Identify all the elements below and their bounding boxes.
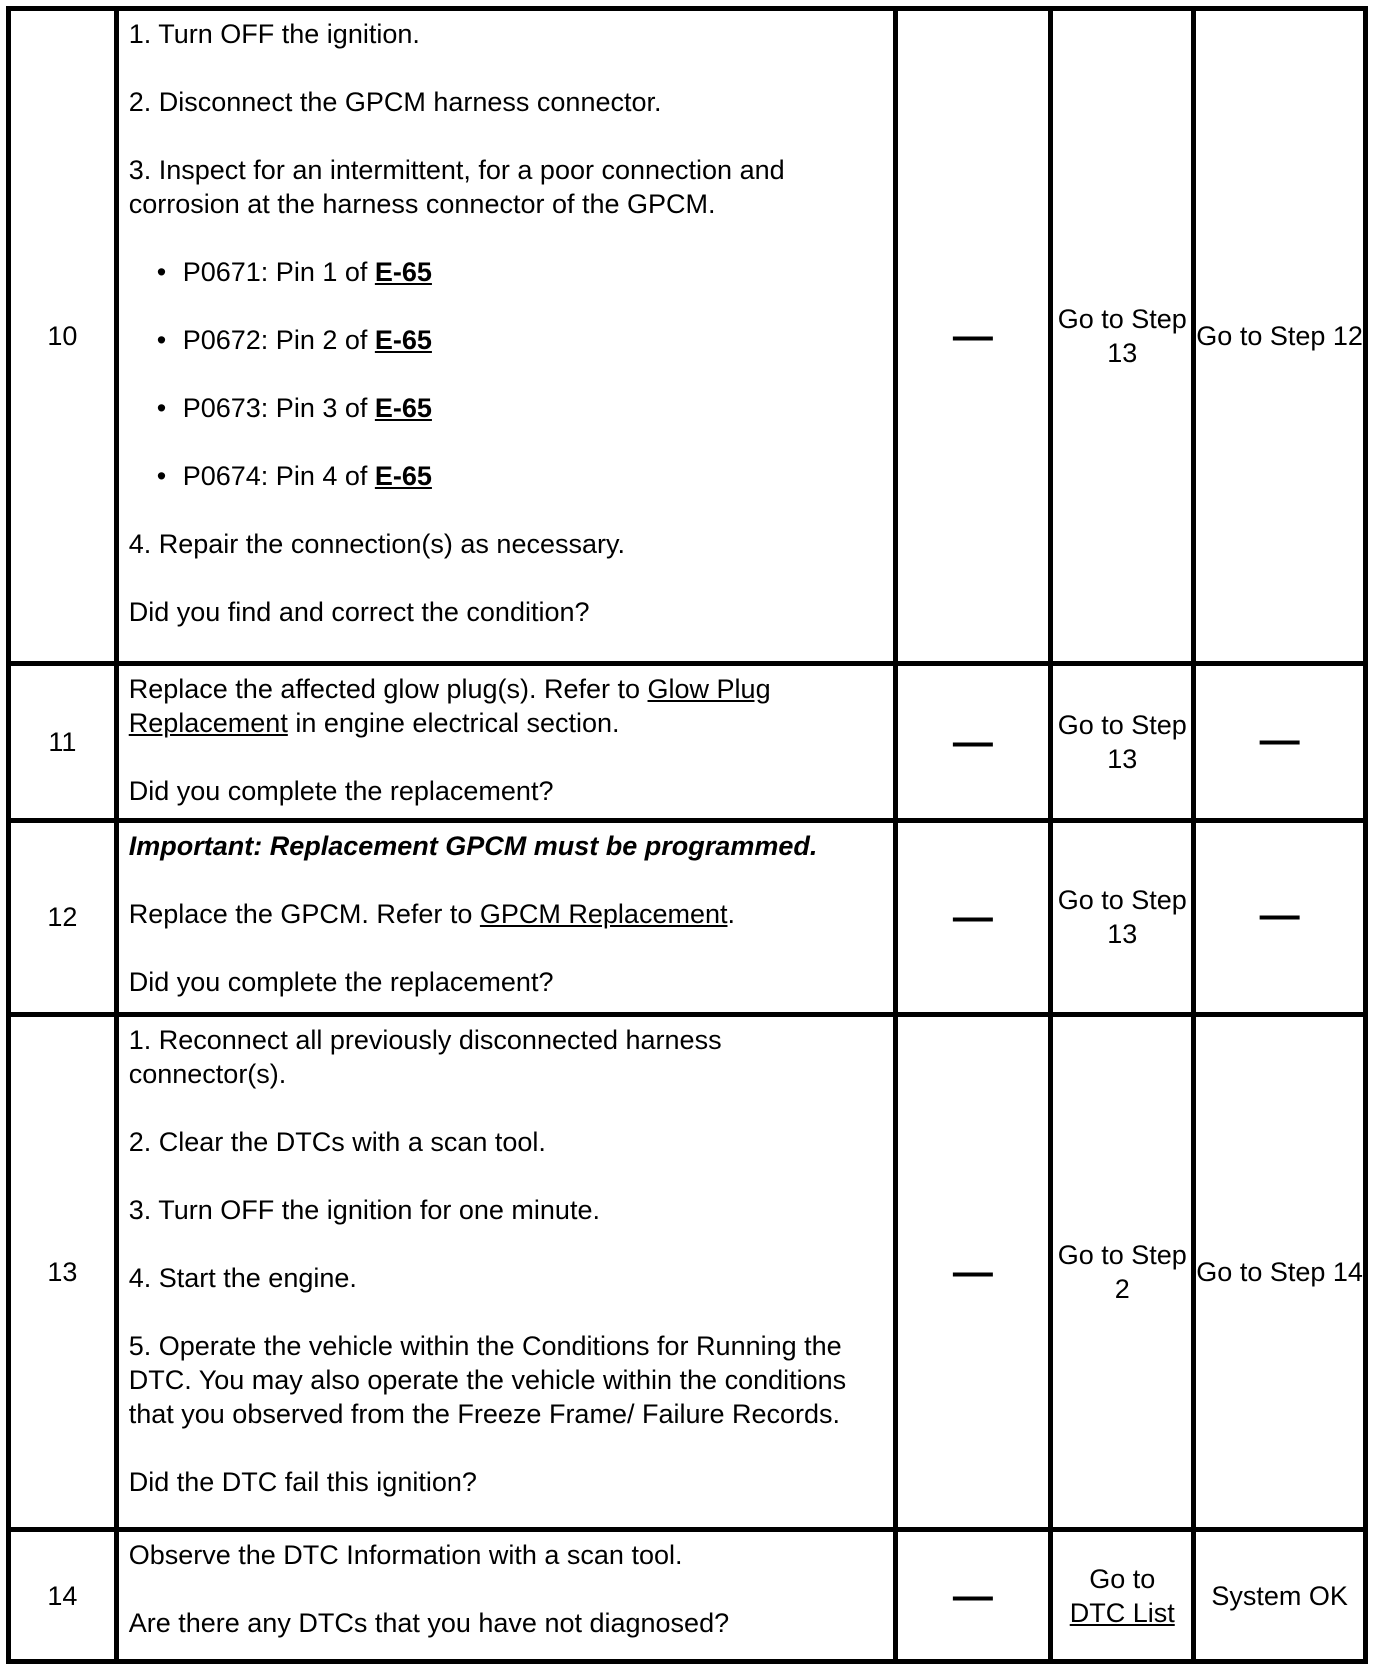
step-number: 14 [9,1530,117,1662]
list-item [157,391,883,425]
list-item [157,459,883,493]
step-number: 13 [9,1014,117,1530]
no-action: Go to Step 12 [1194,9,1366,664]
action-text: 1. Turn OFF the ignition. [128,19,420,49]
step-action [116,9,895,664]
connector-link[interactable]: E-65 [374,257,432,287]
action-question: Did the DTC fail this ignition? [128,1466,477,1497]
yes-action: Go to Step 13 [1051,9,1194,664]
step-action [116,1530,895,1662]
dash-value: — [952,1249,993,1294]
action-question: Are there any DTCs that you have not diagnosed? [128,1608,730,1639]
action-question: Did you find and correct the condition? [128,597,590,627]
action-text: 1. Reconnect all previously disconnected harness connector(s). [128,1024,722,1089]
bullet-icon: • [156,461,167,491]
bullet-icon: • [156,393,167,423]
spacer [157,357,883,391]
table-row [9,663,1366,821]
pin-text: P0673: Pin 3 of [182,393,375,423]
table-row [9,1014,1366,1530]
step-value [895,1014,1051,1530]
no-action: Go to Step 14 [1194,1014,1366,1530]
important-note: Important: Replacement GPCM must be programmed. [128,831,818,862]
action-text: Observe the DTC Information with a scan tool. [128,1540,683,1571]
action-text: 4. Start the engine. [128,1262,357,1293]
bullet-icon: • [156,257,167,287]
dash-value: — [1259,893,1300,938]
table-row [9,9,1366,664]
step-action [116,1014,895,1530]
action-text: 4. Repair the connection(s) as necessary. [128,529,625,559]
yes-action: Go to Step 13 [1051,663,1194,821]
gpcm-replacement-link[interactable]: GPCM Replacement [479,899,728,930]
bullet-icon: • [156,325,167,355]
step-value [895,1530,1051,1662]
action-text: 2. Clear the DTCs with a scan tool. [128,1126,546,1157]
step-number: 10 [9,9,117,664]
pin-text: P0672: Pin 2 of [182,325,375,355]
dash-value: — [1259,718,1300,763]
action-text: 3. Turn OFF the ignition for one minute. [128,1194,600,1225]
action-text [129,897,883,931]
spacer [157,425,883,459]
dash-value: — [952,895,993,940]
no-action [1194,663,1366,821]
yes-action [1051,1530,1194,1662]
step-action [116,821,895,1014]
pin-text: P0671: Pin 1 of [182,257,375,287]
step-number: 11 [9,663,117,821]
yes-text: Go to [1089,1563,1156,1594]
dash-value: — [952,720,993,765]
dash-value: — [952,1573,993,1618]
text-run: Replace the GPCM. Refer to [128,899,480,930]
connector-link[interactable]: E-65 [374,325,432,355]
action-text [129,672,883,740]
text-run: in engine electrical section. [287,707,620,738]
step-value [895,821,1051,1014]
no-action: System OK [1194,1530,1366,1662]
glow-plug-replacement-link[interactable]: Glow Plug Replacement [128,673,771,738]
dtc-list-link[interactable]: DTC List [1069,1597,1175,1628]
spacer [157,289,883,323]
step-number: 12 [9,821,117,1014]
step-value [895,663,1051,821]
yes-action: Go to Step 13 [1051,821,1194,1014]
list-item [157,323,883,357]
no-action [1194,821,1366,1014]
pin-list [129,255,883,493]
action-text: 3. Inspect for an intermittent, for a poor connection and corrosion at the harness connector of the GPCM. [128,155,785,219]
diagnostic-steps-table [6,6,1368,1664]
table-row [9,821,1366,1014]
step-action [116,663,895,821]
table-row [9,1530,1366,1662]
action-text: 2. Disconnect the GPCM harness connector. [128,87,662,117]
action-text: 5. Operate the vehicle within the Conditions for Running the DTC. You may also operate the vehicle within the conditions that you observed from the Freeze Frame/ Failure Records. [128,1330,847,1429]
step-value [895,9,1051,664]
action-question: Did you complete the replacement? [128,967,554,998]
text-run: Replace the affected glow plug(s). Refer to [128,673,648,704]
connector-link[interactable]: E-65 [374,393,432,423]
yes-action: Go to Step 2 [1051,1014,1194,1530]
text-run: . [727,899,735,930]
action-question: Did you complete the replacement? [128,775,554,806]
list-item [157,255,883,289]
pin-text: P0674: Pin 4 of [182,461,375,491]
dash-value: — [952,313,993,358]
connector-link[interactable]: E-65 [374,461,432,491]
